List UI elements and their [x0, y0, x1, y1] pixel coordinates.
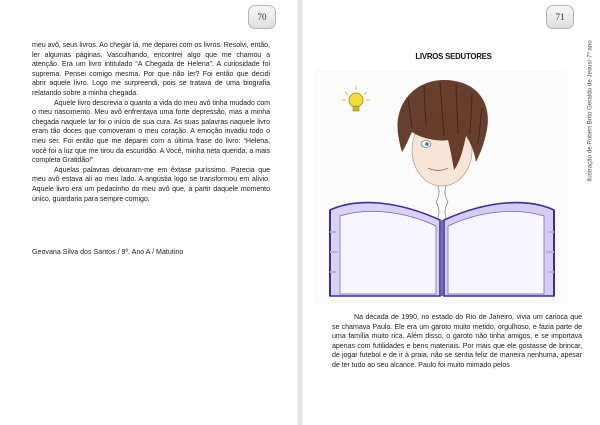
paragraph: Aquele livro descrevia o quanto a vida do meu avô tinha mudado com o meu nascimento. Meu avô enfrentava uma forte depressão, mas a minha chegada naquele lar foi o início de sua cura. As suas palavras naquele livro eram tão doces que comoveram o meu coração. A emoção invadiu todo o meu ser. Foi então que me deparei com a última frase do livro: “Helena, você foi a luz que me tirou da escuridão. A Você, minha neta querida, a mais completa Gratidão!” — [32, 98, 270, 165]
illustration — [316, 72, 566, 302]
illustration-credit — [583, 11, 597, 211]
light-bulb-icon — [342, 86, 370, 111]
paragraph: meu avô, seus livros. Ao chegar lá, me deparei com os livros. Resolvi, então, ler algumas páginas. Vasculhando, encontrei algo que me chamou a atenção. Era um livro intitulado “A Chegada de Helena”. A curiosidade foi suprema. Pensei comigo mesma. Por que não ler? Foi então que decidi abrir aquele livro. Logo me surpreendi, pois se tratava de uma biografia relatando sobre a minha chegada. — [32, 41, 270, 97]
paragraph: Aquelas palavras deixaram-me em êxtase puríssimo. Parecia que meu avô estava ali ao meu lado. A angústia logo se transformou em alívio. Aquele livro era um pedacinho do meu avô que, a partir daquele momento único, guardaria para sempre comigo. — [32, 165, 270, 203]
story-text — [332, 313, 582, 371]
open-book — [330, 203, 554, 296]
story-title: LIVROS SEDUTORES — [415, 52, 492, 61]
paragraph: Na década de 1990, no estado do Rio de Janeiro, vivia um carioca que se chamava Paulo. Ele era um garoto muito metido, orgulhoso, e fazia parte de uma família muito rica. Além disso, o garoto não tinha amigos, e se importava apenas com futilidades e bens materiais. Por mais que ele gostasse de brincar, de jogar futebol e de ir à praia, não se sentia feliz de maneira nenhuma, apesar de ter tudo ao seu alcance. Paulo foi muito mimado pelos — [332, 313, 582, 369]
page-number-badge: 70 — [248, 5, 276, 29]
illustration-credit-text: Ilustração de Robert Brito Geraldo de Jesus/ 7º ano — [586, 40, 594, 182]
page-number-badge: 71 — [546, 5, 574, 29]
author-signature: Geovana Silva dos Santos / 9º. Ano A / Matutino — [32, 248, 184, 256]
story-text — [32, 41, 270, 204]
illustration-drawing — [316, 72, 566, 302]
